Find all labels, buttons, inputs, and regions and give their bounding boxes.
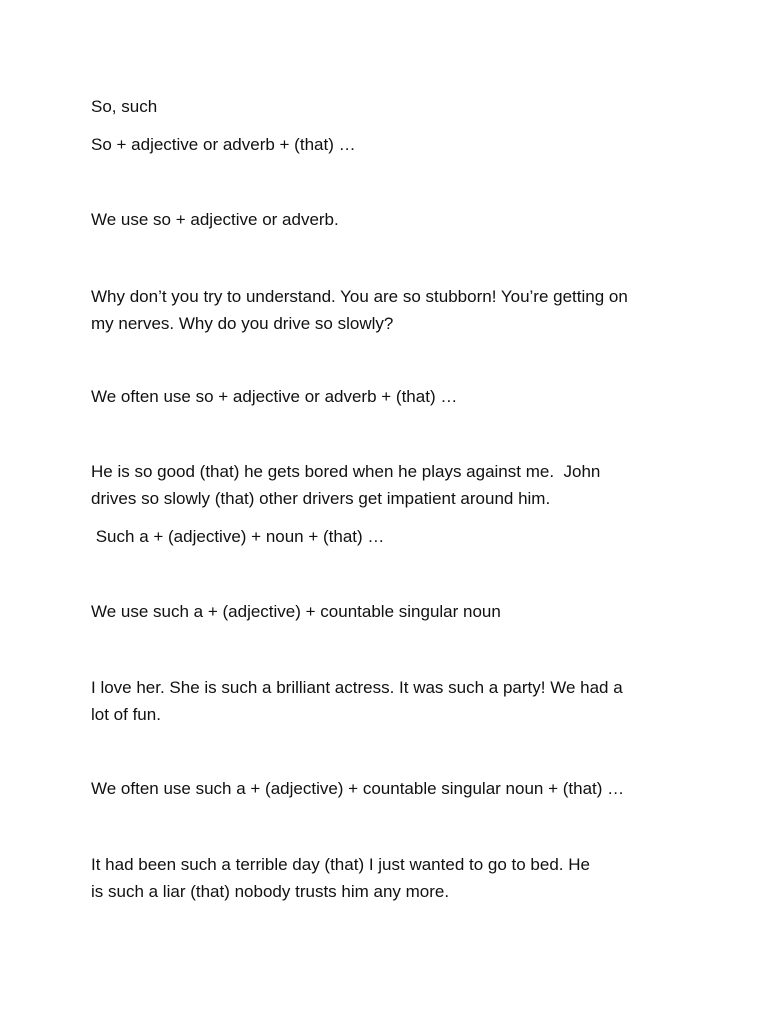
explanation-so: We use so + adjective or adverb.	[91, 210, 339, 229]
explanation-so-that: We often use so + adjective or adverb + (that) …	[91, 387, 458, 406]
rule-such-a: Such a + (adjective) + noun + (that) …	[91, 527, 385, 546]
example-such-line-1: I love her. She is such a brilliant actress. It was such a party! We had a	[91, 678, 623, 697]
explanation-such-a-that: We often use such a + (adjective) + countable singular noun + (that) …	[91, 779, 625, 798]
rule-so-that: So + adjective or adverb + (that) …	[91, 135, 356, 154]
example-so-that-line-2: drives so slowly (that) other drivers get impatient around him.	[91, 489, 551, 508]
example-so-line-1: Why don’t you try to understand. You are so stubborn! You’re getting on	[91, 287, 628, 306]
example-such-that-line-2: is such a liar (that) nobody trusts him any more.	[91, 882, 450, 901]
explanation-such-a: We use such a + (adjective) + countable singular noun	[91, 602, 501, 621]
example-such-line-2: lot of fun.	[91, 705, 161, 724]
example-so-that-line-1: He is so good (that) he gets bored when he plays against me. John	[91, 462, 601, 481]
example-such-that-line-1: It had been such a terrible day (that) I just wanted to go to bed. He	[91, 855, 590, 874]
example-so-line-2: my nerves. Why do you drive so slowly?	[91, 314, 394, 333]
heading-so-such: So, such	[91, 97, 158, 116]
